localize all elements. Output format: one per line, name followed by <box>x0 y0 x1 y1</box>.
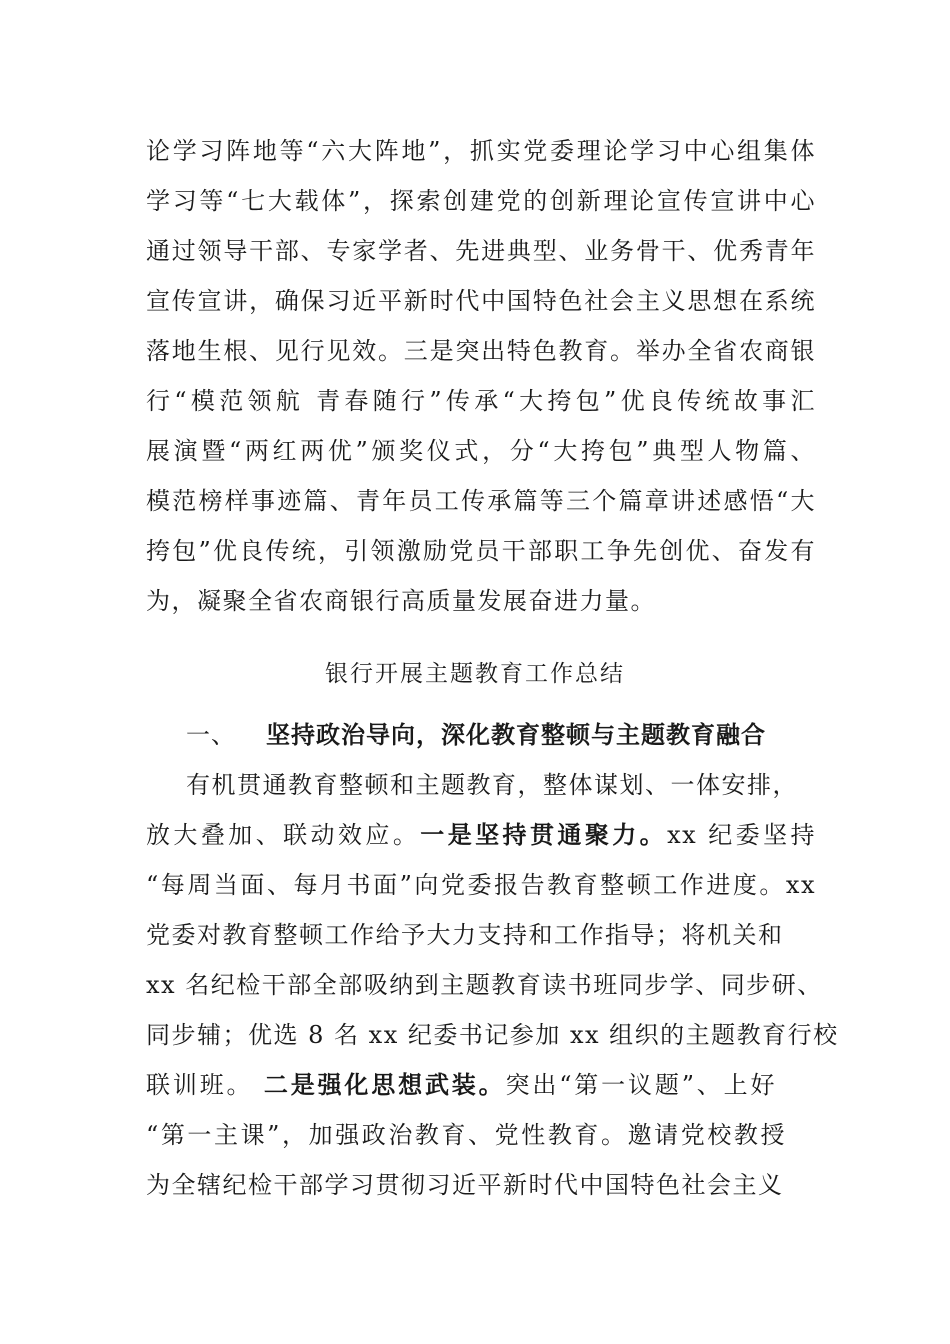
paragraph-line: 论学习阵地等“六大阵地”，抓实党委理论学习中心组集体 <box>146 137 816 165</box>
paragraph-line: 落地生根、见行见效。三是突出特色教育。举办全省农商银 <box>146 337 816 365</box>
section-heading-text: 坚持政治导向，深化教育整顿与主题教育融合 <box>266 720 766 749</box>
paragraph-line: xx 名纪检干部全部吸纳到主题教育读书班同步学、同步研、 <box>146 971 823 999</box>
paragraph-line: 宣传宣讲，确保习近平新时代中国特色社会主义思想在系统 <box>146 287 816 315</box>
section-heading <box>186 720 766 750</box>
paragraph-line: 通过领导干部、专家学者、先进典型、业务骨干、优秀青年 <box>146 237 816 265</box>
paragraph-line <box>146 1070 776 1100</box>
bold-run: 二是强化思想武装。 <box>263 1070 506 1099</box>
text-run: 放大叠加、联动效应。 <box>146 821 421 849</box>
section-number: 一、 <box>186 721 236 749</box>
paragraph-line: 挎包”优良传统，引领激励党员干部职工争先创优、奋发有 <box>146 537 816 565</box>
paragraph-line: 展演暨“两红两优”颁奖仪式，分“大挎包”典型人物篇、 <box>146 437 816 465</box>
text-run: 突出“第一议题”、上好 <box>505 1071 777 1099</box>
paragraph-line: 行“模范领航 青春随行”传承“大挎包”优良传统故事汇 <box>146 387 816 415</box>
paragraph-line: 为，凝聚全省农商银行高质量发展奋进力量。 <box>146 587 656 615</box>
paragraph-line: 有机贯通教育整顿和主题教育，整体谋划、一体安排， <box>186 771 798 799</box>
paragraph-line: 为全辖纪检干部学习贯彻习近平新时代中国特色社会主义 <box>146 1171 784 1199</box>
paragraph-line: 学习等“七大载体”，探索创建党的创新理论宣传宣讲中心 <box>146 187 816 215</box>
paragraph-line <box>146 820 816 850</box>
paragraph-line: 模范榜样事迹篇、青年员工传承篇等三个篇章讲述感悟“大 <box>146 487 816 515</box>
paragraph-line: 党委对教育整顿工作给予大力支持和工作指导；将机关和 <box>146 921 784 949</box>
paragraph-line: “第一主课”，加强政治教育、党性教育。邀请党校教授 <box>146 1121 786 1149</box>
document-title: 银行开展主题教育工作总结 <box>325 661 625 687</box>
text-run: xx 纪委坚持 <box>667 821 817 849</box>
paragraph-line: “每周当面、每月书面”向党委报告教育整顿工作进度。xx <box>146 871 816 899</box>
paragraph-line: 同步辅；优选 8 名 xx 纪委书记参加 xx 组织的主题教育行校 <box>146 1021 839 1049</box>
text-run: 联训班。 <box>146 1071 254 1099</box>
bold-run: 一是坚持贯通聚力。 <box>420 820 668 849</box>
